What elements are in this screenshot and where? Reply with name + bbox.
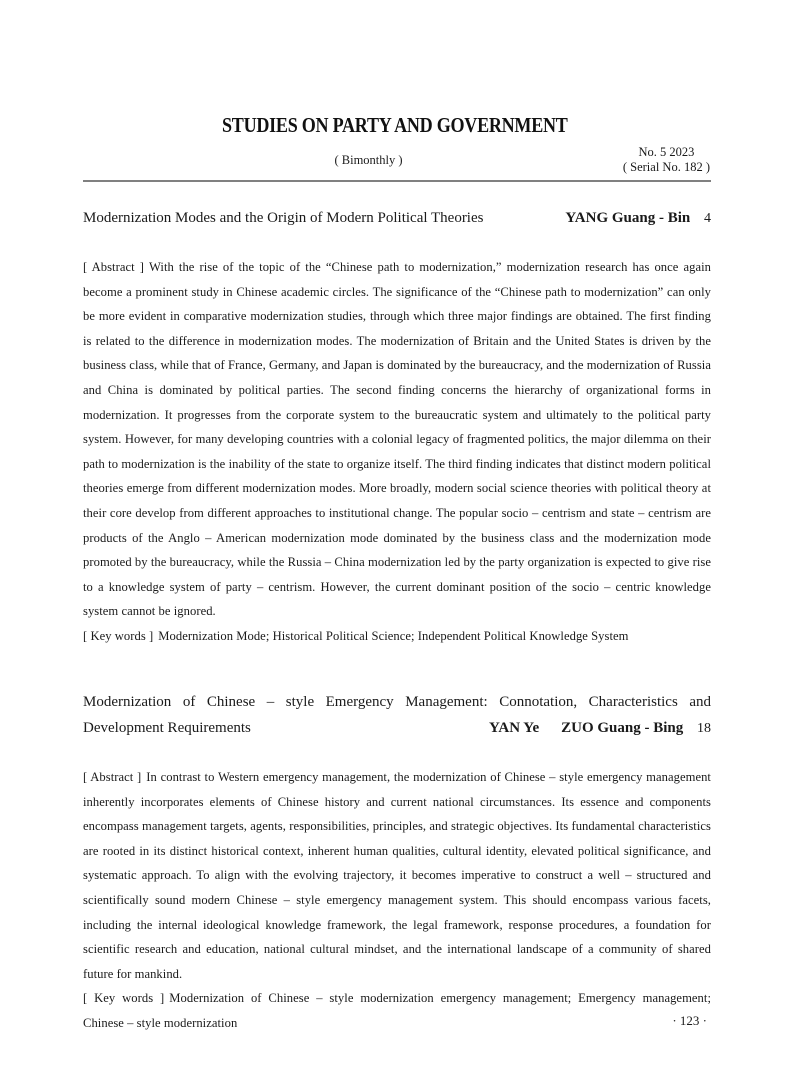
abstract-paragraph xyxy=(83,255,711,624)
page-reference: 4 xyxy=(704,211,711,226)
author: YANG Guang - Bin xyxy=(565,210,691,226)
author: YAN Ye xyxy=(488,720,540,736)
article-title-1 xyxy=(83,205,711,231)
abstract-2 xyxy=(83,765,711,1036)
keywords xyxy=(83,624,711,649)
keywords-text: Modernization Mode; Historical Political Science; Independent Political Knowledge System xyxy=(158,628,629,643)
abstract-1 xyxy=(83,255,711,649)
article-title-text: Modernization of Chinese – style Emergency Management: Connotation, Characteristics and Development Requirements xyxy=(83,694,711,736)
abstract-text: In contrast to Western emergency management, the modernization of Chinese – style emergency management inherently incorporates elements of Chinese history and current national circumstances. Its essence and components encompass management targets, agents, responsibilities, principles, and strategic objectives. Its fundamental characteristics are rooted in its distinct historical context, inherent human qualities, cultural identity, elevated political significance, and systematic approach. To align with the evolving trajectory, it becomes imperative to construct a well – structured and scientifically sound modern Chinese – style emergency management system. This should encompass various facets, including the internal ideological knowledge framework, the legal framework, response procedures, a foundation for scientific research and education, national cultural mindset, and the international landscape of a community of shared future for mankind. xyxy=(83,770,711,981)
publication-frequency: ( Bimonthly ) xyxy=(334,153,403,167)
abstract-label: [ Abstract ] xyxy=(83,770,142,784)
keywords-label: [ Key words ] xyxy=(83,628,154,643)
journal-title: STUDIES ON PARTY AND GOVERNMENT xyxy=(222,113,568,137)
serial-number: ( Serial No. 182 ) xyxy=(622,160,710,174)
abstract-paragraph xyxy=(83,765,711,986)
author: ZUO Guang - Bing xyxy=(561,720,684,736)
keywords-text: Modernization of Chinese – style modernization emergency management; Emergency management; Chinese – style modernization xyxy=(83,991,712,1030)
page-number: · 123 · xyxy=(672,1013,707,1028)
header-divider xyxy=(83,180,711,182)
issue-info xyxy=(623,145,710,175)
article-byline xyxy=(489,715,711,742)
abstract-text: With the rise of the topic of the “Chinese path to modernization,” modernization research has once again become a prominent study in Chinese academic circles. The significance of the “Chinese path to modernization” can only be more evident in comparative modernization studies, through which three major findings are obtained. The first finding is related to the difference in modernization modes. The modernization of Britain and the United States is driven by the business class, while that of France, Germany, and Japan is dominated by the bureaucracy, and the modernization of Russia and China is dominated by political parties. The second finding concerns the hierarchy of organizational forms in modernization. It progresses from the corporate system to the bureaucratic system and ultimately to the political party system. However, for many developing countries with a colonial legacy of fragmented politics, the major dilemma on their path to modernization is the inability of the state to organize itself. The third finding indicates that distinct modern political theories emerge from different modernization modes. More broadly, modern social science theories with political theory at their core develop from different approaches to institutional change. The popular socio – centrism and state – centrism are products of the Anglo – American modernization mode dominated by the business class and the modernization mode promoted by the bureaucracy, while the Russia – China modernization led by the party organization is expected to give rise to a knowledge system of party – centrism. However, the current dominant position of the socio – centric knowledge system cannot be ignored. xyxy=(83,260,711,619)
issue-number: No. 5 2023 xyxy=(638,145,695,159)
article-title-2 xyxy=(83,689,711,741)
page-reference: 18 xyxy=(697,721,711,736)
article-byline xyxy=(565,205,711,232)
keywords-label: [ Key words ] xyxy=(83,991,165,1006)
article-title-text: Modernization Modes and the Origin of Modern Political Theories xyxy=(83,210,484,226)
keywords xyxy=(83,986,711,1035)
abstract-label: [ Abstract ] xyxy=(83,260,144,274)
